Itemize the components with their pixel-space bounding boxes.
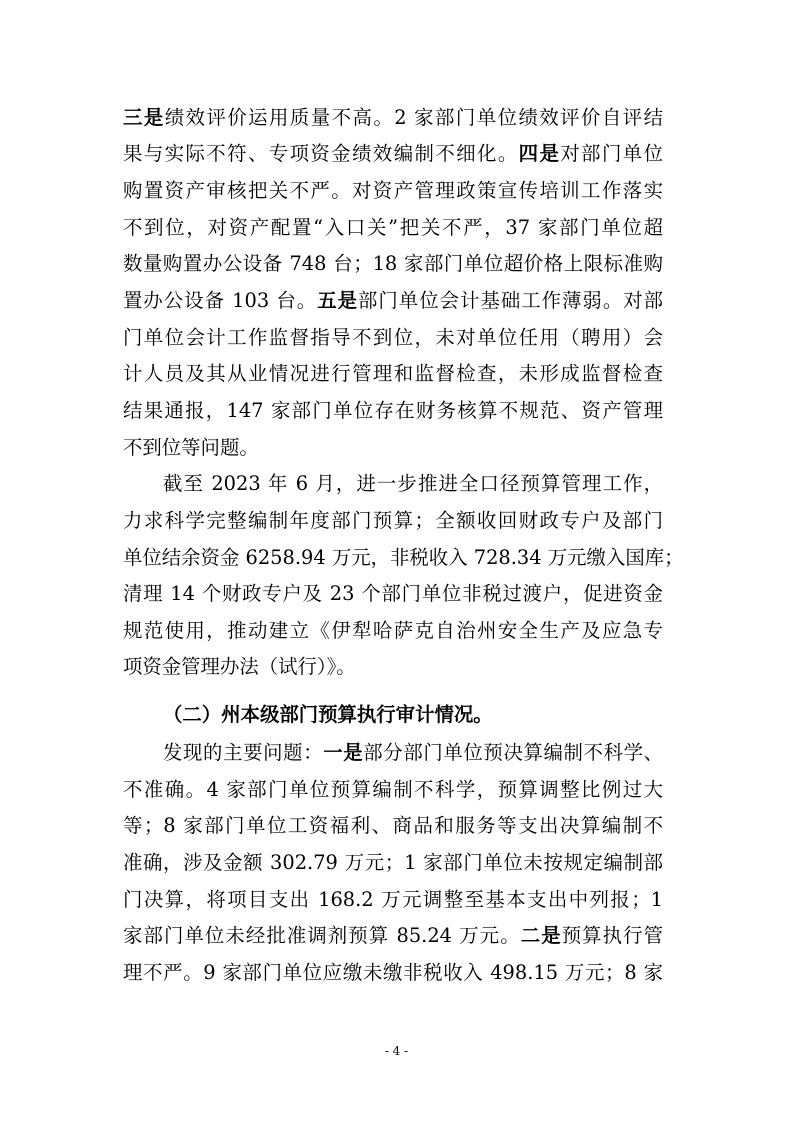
text-line <box>163 738 663 768</box>
body-text: 对部门单位 <box>560 142 664 165</box>
text-line: 不到位等问题。 <box>123 436 259 459</box>
text-line: 等；8 家部门单位工资福利、商品和服务等支出决算编制不 <box>123 814 663 837</box>
text-line: 清理 14 个财政专户及 23 个部门单位非税过渡户，促进资金 <box>123 582 663 605</box>
text-line: 购置资产审核把关不严。对资产管理政策宣传培训工作落实 <box>123 179 663 202</box>
body-text: 置办公设备 103 台。 <box>123 289 318 312</box>
body-text: 发现的主要问题： <box>163 741 324 764</box>
text-line: 数量购置办公设备 748 台；18 家部门单位超价格上限标准购 <box>123 252 663 275</box>
text-line <box>123 921 663 951</box>
text-line: 单位结余资金 6258.94 万元，非税收入 728.34 万元缴入国库； <box>123 546 684 569</box>
text-line: 项资金管理办法（试行）》。 <box>123 655 356 678</box>
text-line <box>123 103 663 133</box>
body-text: 果与实际不符、专项资金绩效编制不细化。 <box>123 142 519 165</box>
body-text: 部门单位会计基础工作薄弱。对部 <box>358 289 664 312</box>
body-text: 部分部门单位预决算编制不科学、 <box>363 741 664 764</box>
page-number: - 4 - <box>384 1044 409 1058</box>
text-line: 截至 2023 年 6 月，进一步推进全口径预算管理工作， <box>163 472 663 495</box>
emphasis-text: 一是 <box>323 741 364 764</box>
emphasis-text: 三是 <box>123 106 165 129</box>
emphasis-text: 四是 <box>518 142 561 165</box>
text-line: 门决算，将项目支出 168.2 万元调整至基本支出中列报；1 <box>123 888 663 911</box>
text-line: 门单位会计工作监督指导不到位，未对单位任用（聘用）会 <box>123 326 663 349</box>
section-heading: （二）州本级部门预算执行审计情况。 <box>163 703 493 726</box>
body-text: 绩效评价运用质量不高。2 家部门单位绩效评价自评结 <box>164 106 664 129</box>
text-line: 计人员及其从业情况进行管理和监督检查，未形成监督检查 <box>123 362 663 385</box>
emphasis-text: 二是 <box>520 924 562 947</box>
text-line: 理不严。9 家部门单位应缴未缴非税收入 498.15 万元；8 家 <box>123 961 663 984</box>
text-line <box>123 139 663 169</box>
text-line <box>123 286 663 316</box>
text-line: 准确，涉及金额 302.79 万元；1 家部门单位未按规定编制部 <box>123 851 663 874</box>
text-line: 不准确。4 家部门单位预算编制不科学，预算调整比例过大 <box>123 778 663 801</box>
emphasis-text: 五是 <box>317 289 358 312</box>
text-line: 规范使用，推动建立《伊犁哈萨克自治州安全生产及应急专 <box>123 619 663 642</box>
text-line: 力求科学完整编制年度部门预算；全额收回财政专户及部门 <box>123 509 663 532</box>
body-text: 家部门单位未经批准调剂预算 85.24 万元。 <box>123 924 521 947</box>
body-text: 预算执行管 <box>561 924 664 947</box>
text-line: 不到位，对资产配置“入口关”把关不严，37 家部门单位超 <box>123 216 663 239</box>
text-line: 结果通报，147 家部门单位存在财务核算不规范、资产管理 <box>123 399 663 422</box>
